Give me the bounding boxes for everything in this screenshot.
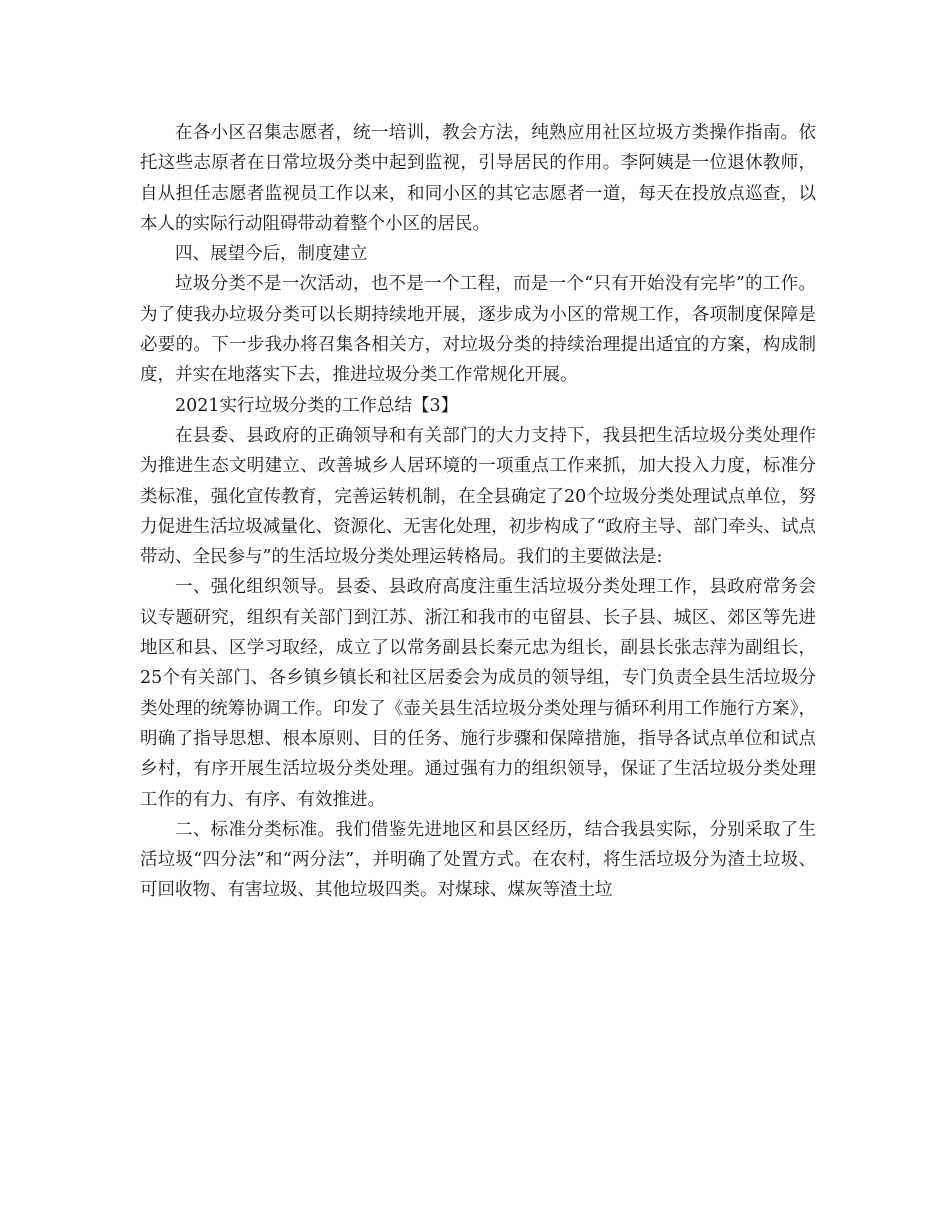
paragraph-organization-leadership: 一、强化组织领导。县委、县政府高度注重生活垃圾分类处理工作，县政府常务会议专题研究，组织有关部门到江苏、浙江和我市的屯留县、长子县、城区、郊区等先进地区和县、区学习取经，成立了以常务副县长秦元忠为组长，副县长张志萍为副组长，25个有关部门、各乡镇乡镇长和社区居委会为成员的领导组，专门负责全县生活垃圾分类处理的统筹协调工作。印发了《壶关县生活垃圾分类处理与循环利用工作施行方案》，明确了指导思想、根本原则、目的任务、施行步骤和保障措施，指导各试点单位和试点乡村，有序开展生活垃圾分类处理。通过强有力的组织领导，保证了生活垃圾分类处理工作的有力、有序、有效推进。 xyxy=(140,577,816,810)
paragraph-classification-standard: 二、标准分类标准。我们借鉴先进地区和县区经历，结合我县实际，分别采取了生活垃圾“四分法”和“两分法”，并明确了处置方式。在农村，将生活垃圾分为渣土垃圾、可回收物、有害垃圾、其他垃圾四类。对煤球、煤灰等渣土垃 xyxy=(140,819,816,901)
paragraph-county-overview: 在县委、县政府的正确领导和有关部门的大力支持下，我县把生活垃圾分类处理作为推进生态文明建立、改善城乡人居环境的一项重点工作来抓，加大投入力度，标准分类标准，强化宣传教育，完善运转机制，在全县确定了20个垃圾分类处理试点单位，努力促进生活垃圾减量化、资源化、无害化处理，初步构成了“政府主导、部门牵头、试点带动、全民参与”的生活垃圾分类处理运转格局。我们的主要做法是: xyxy=(140,425,816,568)
section-heading-outlook: 四、展望今后，制度建立 xyxy=(175,244,368,265)
document-body xyxy=(140,118,816,906)
paragraph-volunteers: 在各小区召集志愿者，统一培训，教会方法，纯熟应用社区垃圾方类操作指南。依托这些志原者在日常垃圾分类中起到监视，引导居民的作用。李阿姨是一位退休教师，自从担任志愿者监视员工作以来，和同小区的其它志愿者一道，每天在投放点巡查，以本人的实际行动阻碍带动着整个小区的居民。 xyxy=(140,123,816,234)
paragraph-system-building: 垃圾分类不是一次活动，也不是一个工程，而是一个“只有开始没有完毕”的工作。为了使我办垃圾分类可以长期持续地开展，逐步成为小区的常规工作，各项制度保障是必要的。下一步我办将召集各相关方，对垃圾分类的持续治理提出适宜的方案，构成制度，并实在地落实下去，推进垃圾分类工作常规化开展。 xyxy=(140,274,816,386)
document-subtitle: 2021实行垃圾分类的工作总结【3】 xyxy=(175,395,459,416)
